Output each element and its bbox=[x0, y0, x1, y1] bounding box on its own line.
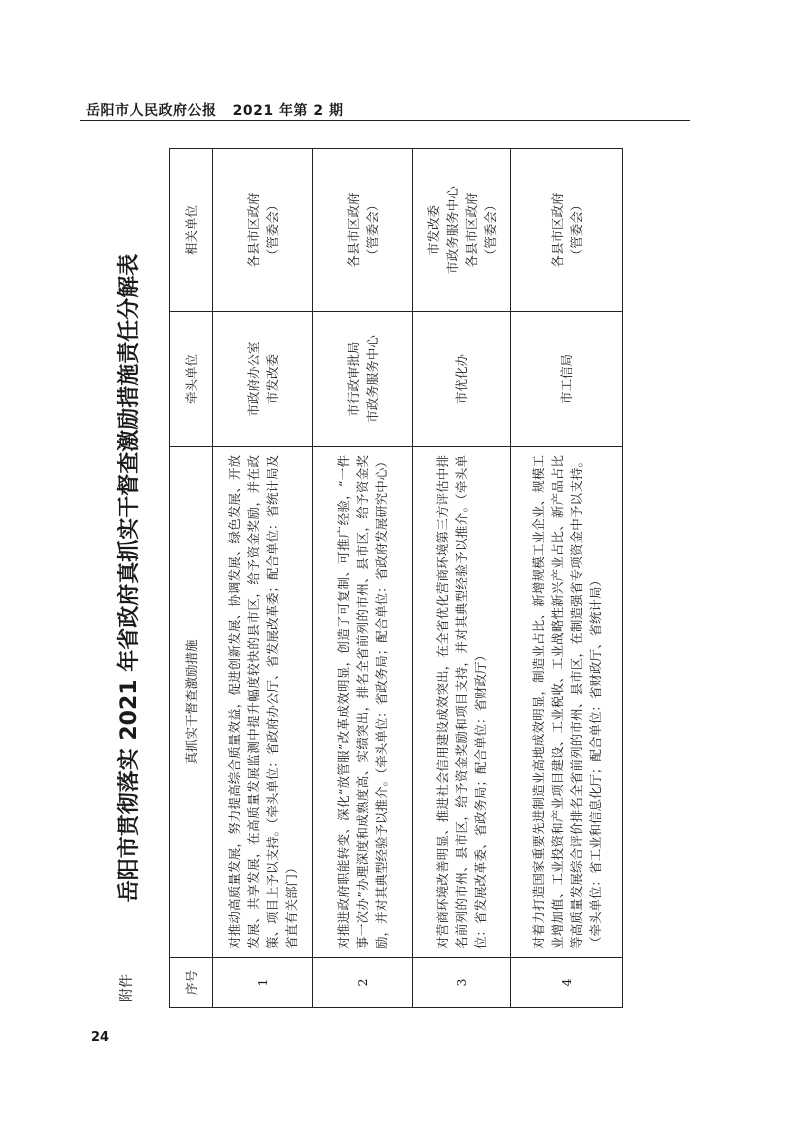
lead-unit: 市工信局 bbox=[559, 354, 574, 405]
col-header-lead: 牵头单位 bbox=[170, 312, 213, 447]
lead-unit: 市政府办公室 bbox=[245, 341, 261, 417]
lead-unit: 市行政审批局 bbox=[345, 341, 361, 417]
table-header-row bbox=[170, 149, 213, 1008]
table-title: 岳阳市贯彻落实 2021 年省政府真抓实干督查激励措施责任分解表 bbox=[117, 253, 142, 903]
related-unit: 各县市区政府 bbox=[345, 192, 361, 268]
publication-name: 岳阳市人民政府公报 bbox=[86, 103, 217, 119]
lead-unit-cell bbox=[511, 312, 623, 447]
header-rule bbox=[80, 120, 690, 121]
related-unit-cell bbox=[511, 149, 623, 312]
related-unit: 各县市区政府 bbox=[549, 192, 565, 268]
related-unit: （管委会） bbox=[568, 198, 584, 262]
col-header-measure: 真抓实干督查激励措施 bbox=[170, 446, 213, 957]
related-unit-cell bbox=[413, 149, 511, 312]
related-unit: 市发改委 bbox=[425, 205, 441, 256]
measure-cell bbox=[413, 446, 511, 957]
measure-cell bbox=[511, 446, 623, 957]
responsibility-table bbox=[169, 148, 623, 1008]
measure-text: 对推进政府职能转变、深化“放管服”改革成效明显，创造了可复制、可推广经验，“一件事一次办”办理深度和成熟度高、实绩突出，排名全省前列的市州、县市区，给予资金奖励，并对其典型经验予以推介。（牵头单位：省政务局；配合单位：省政府发展研究中心） bbox=[336, 454, 389, 949]
lead-unit-cell bbox=[213, 312, 313, 447]
lead-unit-cell bbox=[313, 312, 413, 447]
lead-unit: 市优化办 bbox=[454, 354, 469, 405]
measure-cell bbox=[213, 446, 313, 957]
measure-cell bbox=[313, 446, 413, 957]
row-number: 2 bbox=[313, 957, 413, 1007]
measure-text: 对着力打造国家重要先进制造业高地成效明显，制造业占比、新增规模工业企业、规模工业增加值、工业投资和产业项目建设、工业税收、工业战略性新兴产业占比、新产品占比等高质量发展综合评价排名全省前列的市州、县市区，在制造强省专项资金中予以支持。（牵头单位：省工业和信息化厅；配合单位：省财政厅、省统计局） bbox=[530, 454, 603, 949]
row-number: 3 bbox=[413, 957, 511, 1007]
related-unit: （管委会） bbox=[482, 198, 498, 262]
related-unit: 市政务服务中心 bbox=[444, 186, 460, 274]
page-number: 24 bbox=[91, 1030, 110, 1045]
table-row bbox=[511, 149, 623, 1008]
table-row bbox=[213, 149, 313, 1008]
related-unit-cell bbox=[313, 149, 413, 312]
related-unit: （管委会） bbox=[264, 198, 280, 262]
rotated-table-block bbox=[103, 148, 613, 1008]
related-unit-cell bbox=[213, 149, 313, 312]
table-row bbox=[313, 149, 413, 1008]
row-number: 1 bbox=[213, 957, 313, 1007]
lead-unit: 市发改委 bbox=[264, 354, 280, 405]
attachment-label: 附件 bbox=[119, 974, 135, 1002]
related-unit: （管委会） bbox=[364, 198, 380, 262]
col-header-related: 相关单位 bbox=[170, 149, 213, 312]
col-header-no: 序号 bbox=[170, 957, 213, 1007]
issue-number: 2021 年第 2 期 bbox=[232, 103, 344, 119]
page-header bbox=[86, 100, 343, 120]
measure-text: 对推动高质量发展，努力提高综合质量效益，促进创新发展、协调发展、绿色发展、开放发展、共享发展，在高质量发展监测中提升幅度较快的县市区，给予资金奖励，并在政策、项目上予以支持。（牵头单位：省政府办公厅、省发展改革委；配合单位：省统计局及省直有关部门） bbox=[226, 454, 299, 949]
table-row bbox=[413, 149, 511, 1008]
row-number: 4 bbox=[511, 957, 623, 1007]
related-unit: 各县市区政府 bbox=[245, 192, 261, 268]
measure-text: 对营商环境改善明显、推进社会信用建设成效突出，在全省优化营商环境第三方评估中排名前列的市州、县市区，给予资金奖励和项目支持，并对其典型经验予以推介。（牵头单位：省发展改革委、省政务局；配合单位：省财政厅） bbox=[435, 454, 488, 949]
related-unit: 各县市区政府 bbox=[463, 192, 479, 268]
lead-unit: 市政务服务中心 bbox=[364, 335, 380, 423]
lead-unit-cell bbox=[413, 312, 511, 447]
